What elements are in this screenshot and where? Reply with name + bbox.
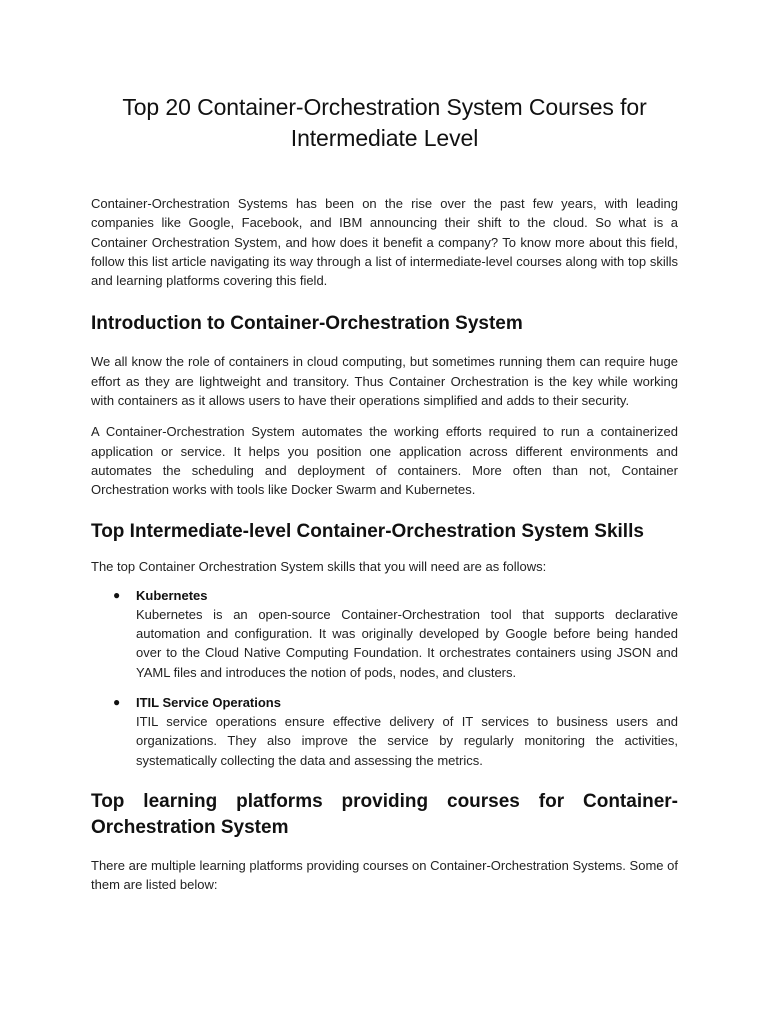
intro-paragraph: Container-Orchestration Systems has been on the rise over the past few years, with leading companies like Google, Facebook, and IBM announcing their shift to the cloud. So what is a Container Orchestration System, and how does it benefit a company? To know more about this field, follow this list article navigating its way through a list of intermediate-level courses along with top skills and learning platforms covering this field.	[91, 196, 678, 289]
section-paragraph: A Container-Orchestration System automates the working efforts required to run a containerized application or service. It helps you position one application across different environments and automates the scheduling and deployment of containers. More often than not, Container Orchestration works with tools like Docker Swarm and Kubernetes.	[91, 424, 678, 498]
section-paragraph: We all know the role of containers in cloud computing, but sometimes running them can require huge effort as they are lightweight and transitory. Thus Container Orchestration is the key while working with containers as it allows users to have their operations simplified and adds to their security.	[91, 354, 678, 409]
bullet-icon: ●	[113, 695, 121, 710]
section-heading-introduction: Introduction to Container-Orchestration System	[91, 313, 523, 335]
skill-name: Kubernetes	[136, 587, 208, 603]
skills-list	[91, 586, 678, 770]
document-title: Top 20 Container-Orchestration System Courses for Intermediate Level	[122, 94, 647, 151]
list-item	[91, 693, 678, 770]
bullet-icon: ●	[113, 587, 121, 602]
section-heading-platforms: Top learning platforms providing courses for Container-Orchestration System	[91, 790, 678, 838]
list-item	[91, 586, 678, 682]
skill-description: Kubernetes is an open-source Container-Orchestration tool that supports declarative automation and configuration. It was originally developed by Google before being handed over to the Cloud Native Computing Foundation. It orchestrates containers using JSON and YAML files and introduces the notion of pods, nodes, and clusters.	[136, 606, 678, 680]
section-paragraph: The top Container Orchestration System skills that you will need are as follows:	[91, 558, 547, 574]
skill-name: ITIL Service Operations	[136, 695, 281, 711]
section-paragraph: There are multiple learning platforms providing courses on Container-Orchestration Systems. Some of them are listed below:	[91, 857, 678, 893]
skill-description: ITIL service operations ensure effective delivery of IT services to business users and organizations. They also improve the service by regularly monitoring the activities, systematically collecting the data and assessing the metrics.	[136, 714, 678, 768]
section-heading-skills: Top Intermediate-level Container-Orchestration System Skills	[91, 520, 644, 542]
